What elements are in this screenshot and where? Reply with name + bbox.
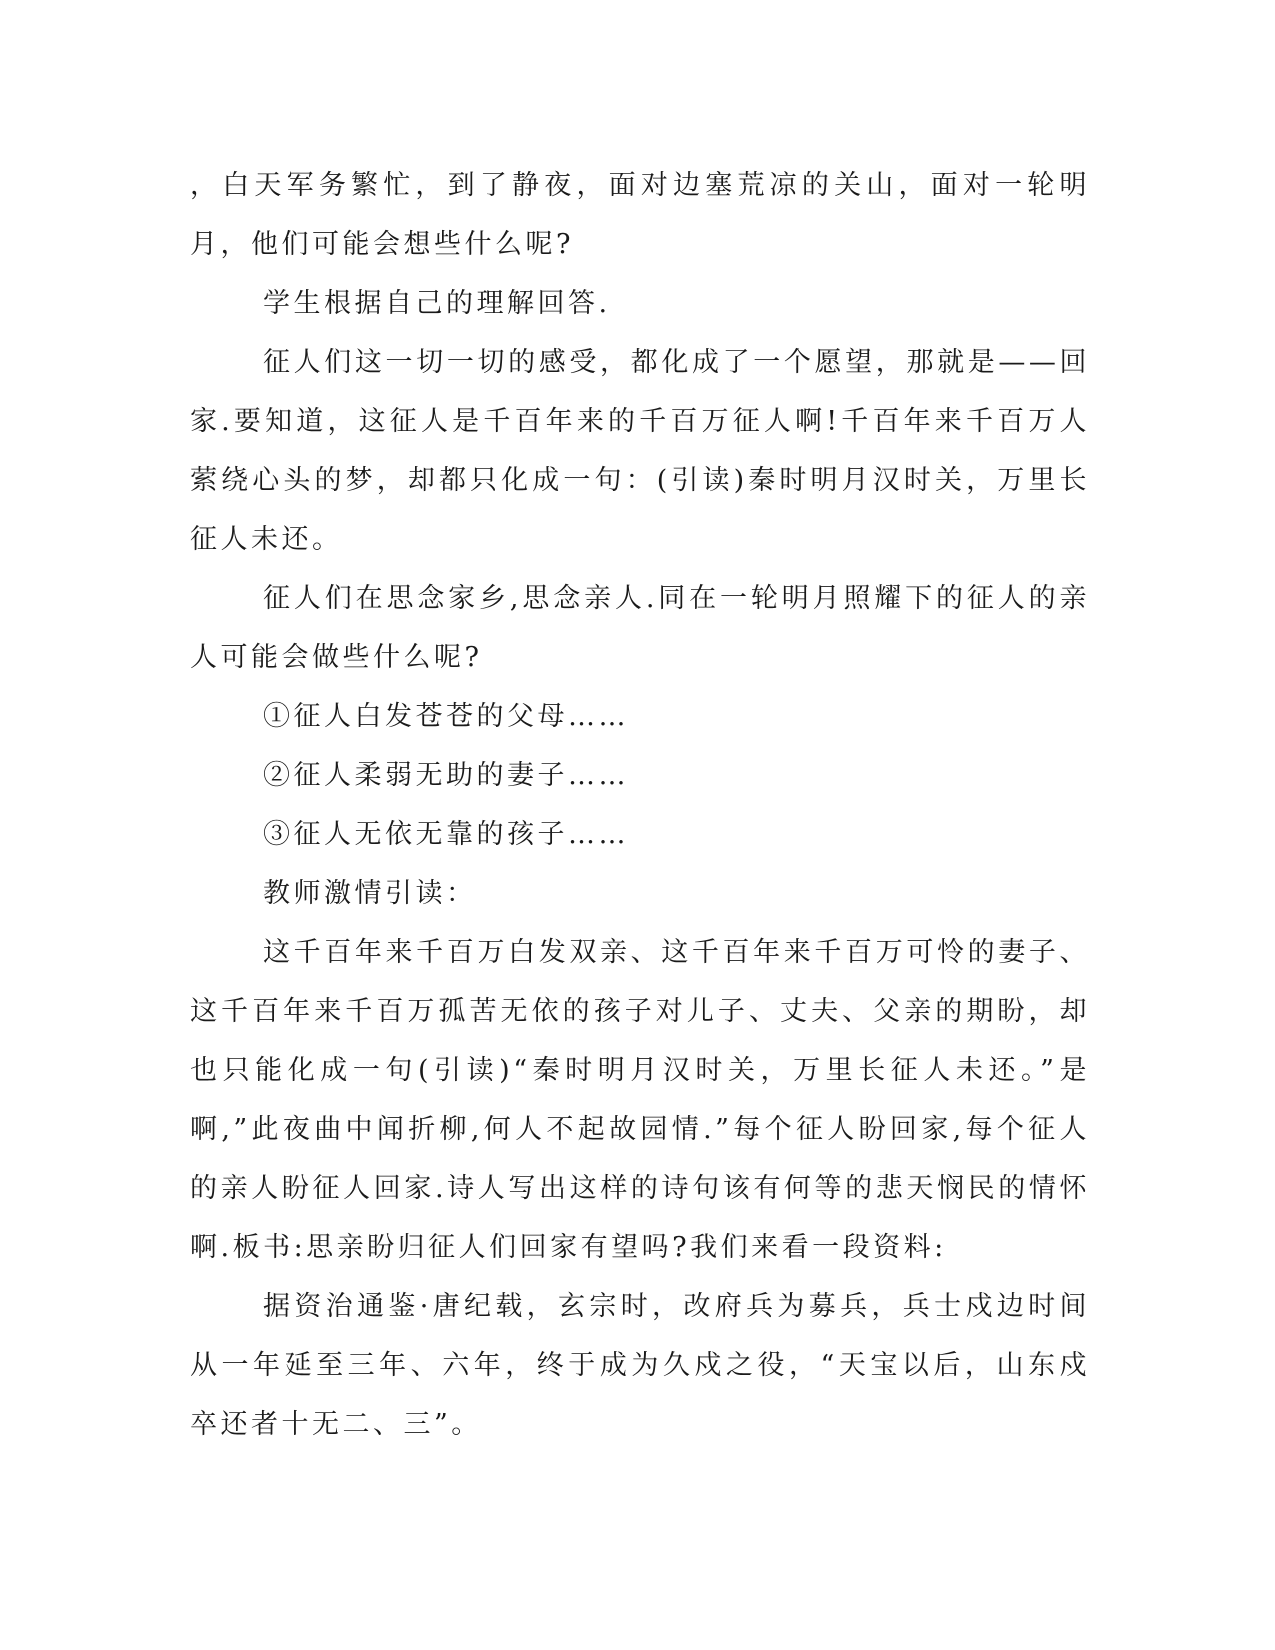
- paragraph-3: 征人们这一切一切的感受，都化成了一个愿望，那就是——回家.要知道，这征人是千百年来的千百万征人啊!千百年来千百万人萦绕心头的梦，却都只化成一句：(引读)秦时明月汉时关，万里长征人未还。: [190, 347, 1090, 555]
- paragraph-4: 征人们在思念家乡,思念亲人.同在一轮明月照耀下的征人的亲人可能会做些什么呢?: [190, 583, 1090, 673]
- paragraph-1: ，白天军务繁忙，到了静夜，面对边塞荒凉的关山，面对一轮明月，他们可能会想些什么呢?: [190, 170, 1090, 260]
- list-item-children: ③征人无依无靠的孩子……: [263, 819, 629, 850]
- document-body: [190, 156, 1090, 1454]
- paragraph-9: 据资治通鉴·唐纪载，玄宗时，改府兵为募兵，兵士戍边时间从一年延至三年、六年，终于成为久戍之役，“天宝以后，山东戍卒还者十无二、三”。: [190, 1291, 1090, 1440]
- paragraph-teacher-reading: 教师激情引读：: [263, 878, 477, 909]
- list-item-wife: ②征人柔弱无助的妻子……: [263, 760, 629, 791]
- paragraph-2: 学生根据自己的理解回答.: [263, 288, 611, 319]
- list-item-parents: ①征人白发苍苍的父母……: [263, 701, 629, 732]
- paragraph-8: 这千百年来千百万白发双亲、这千百年来千百万可怜的妻子、这千百年来千百万孤苦无依的孩子对儿子、丈夫、父亲的期盼，却也只能化成一句(引读)“秦时明月汉时关，万里长征人未还。”是啊,”此夜曲中闻折柳,何人不起故园情.”每个征人盼回家,每个征人的亲人盼征人回家.诗人写出这样的诗句该有何等的悲天悯民的情怀啊.板书:思亲盼归征人们回家有望吗?我们来看一段资料:: [190, 937, 1090, 1263]
